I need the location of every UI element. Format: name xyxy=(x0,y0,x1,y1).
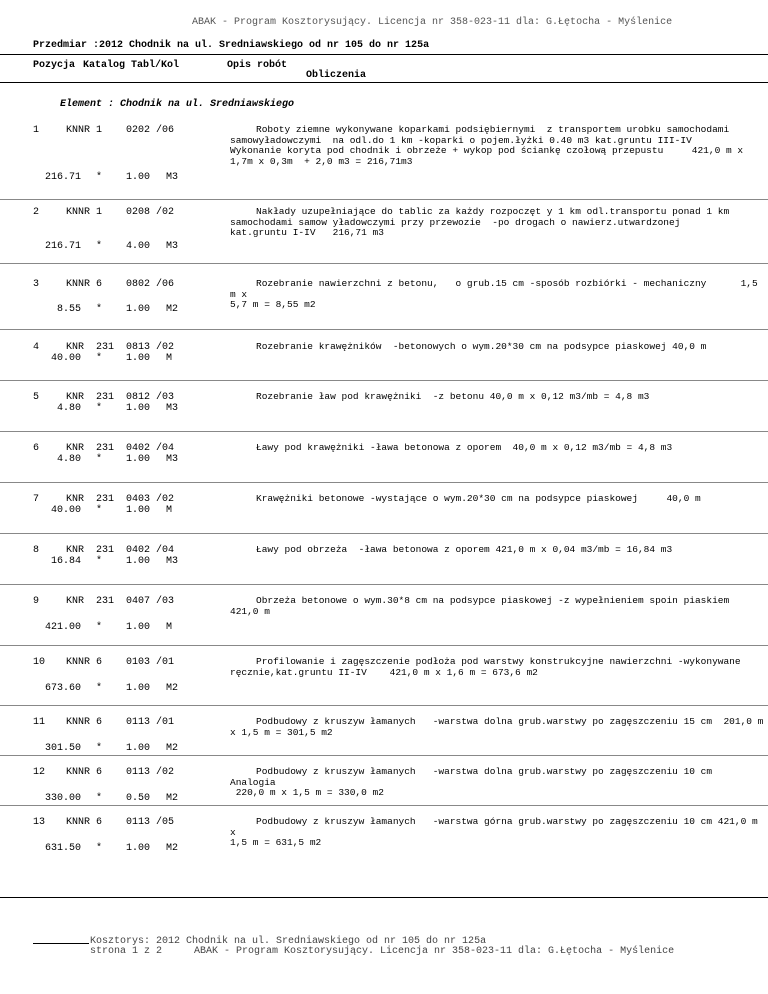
row-unit: M2 xyxy=(166,843,179,854)
row-position: 12 xyxy=(33,767,46,778)
row-description: Podbudowy z kruszyw łamanych -warstwa dolna grub.warstwy po zagęszczeniu 15 cm 201,0 m x 1,5 m = 301,5 m2 xyxy=(230,717,764,738)
row-description: Rozebranie krawężników -betonowych o wym.20*30 cm na podsypce piaskowej 40,0 m xyxy=(256,342,707,352)
row-multiplier: * xyxy=(96,683,103,694)
row-position: 10 xyxy=(33,657,46,668)
row-multiplier: * xyxy=(96,304,103,315)
row-factor: 1.00 xyxy=(126,454,151,465)
row-position: 5 xyxy=(33,392,40,403)
row-factor: 1.00 xyxy=(126,743,151,754)
row-factor: 1.00 xyxy=(126,505,151,516)
row-table: 0113 /01 xyxy=(126,717,175,728)
row-position: 9 xyxy=(33,596,40,607)
row-description: Ławy pod obrzeża -ława betonowa z oporem 421,0 m x 0,04 m3/mb = 16,84 m3 xyxy=(256,545,673,555)
row-factor: 1.00 xyxy=(126,843,151,854)
row-position: 1 xyxy=(33,125,40,136)
row-separator xyxy=(0,329,768,330)
document-title: Przedmiar :2012 Chodnik na ul. Sredniawskiego od nr 105 do nr 125a xyxy=(33,40,430,51)
divider xyxy=(0,54,768,55)
row-factor: 1.00 xyxy=(126,556,151,567)
row-description: Ławy pod krawężniki -ława betonowa z oporem 40,0 m x 0,12 m3/mb = 4,8 m3 xyxy=(256,443,673,453)
divider xyxy=(0,82,768,83)
row-table: 0113 /02 xyxy=(126,767,175,778)
row-multiplier: * xyxy=(96,505,103,516)
row-unit: M3 xyxy=(166,241,179,252)
row-table: 0113 /05 xyxy=(126,817,175,828)
row-multiplier: * xyxy=(96,556,103,567)
footer-rule xyxy=(33,943,89,944)
row-multiplier: * xyxy=(96,743,103,754)
row-multiplier: * xyxy=(96,172,103,183)
row-table: 0407 /03 xyxy=(126,596,175,607)
row-factor: 1.00 xyxy=(126,622,151,633)
row-description: Nakłady uzupełniające do tablic za każdy rozpoczęt y 1 km odl.transportu ponad 1 km samochodami samow yładowczymi przy przewozie -po drogach o nawierz.utwardzonej kat.gruntu I-IV 216,71 m3 xyxy=(230,207,730,238)
row-separator xyxy=(0,263,768,264)
row-unit: M xyxy=(166,353,173,364)
row-table: 0403 /02 xyxy=(126,494,175,505)
row-position: 13 xyxy=(33,817,46,828)
row-catalog: KNR 231 xyxy=(66,443,115,454)
row-separator xyxy=(0,199,768,200)
row-factor: 1.00 xyxy=(126,304,151,315)
row-quantity: 16.84 xyxy=(50,556,81,567)
row-position: 3 xyxy=(33,279,40,290)
row-catalog: KNR 231 xyxy=(66,494,115,505)
row-unit: M xyxy=(166,505,173,516)
row-position: 2 xyxy=(33,207,40,218)
row-description: Podbudowy z kruszyw łamanych -warstwa dolna grub.warstwy po zagęszczeniu 10 cm Analogia 220,0 m x 1,5 m = 330,0 m2 xyxy=(230,767,713,798)
row-catalog: KNNR 6 xyxy=(66,657,103,668)
row-position: 8 xyxy=(33,545,40,556)
row-unit: M3 xyxy=(166,454,179,465)
row-catalog: KNR 231 xyxy=(66,342,115,353)
row-unit: M2 xyxy=(166,683,179,694)
column-header-description: Opis robót xyxy=(227,60,288,71)
row-separator xyxy=(0,755,768,756)
row-description: Rozebranie ław pod krawężniki -z betonu 40,0 m x 0,12 m3/mb = 4,8 m3 xyxy=(256,392,650,402)
row-multiplier: * xyxy=(96,622,103,633)
row-unit: M2 xyxy=(166,304,179,315)
row-description: Obrzeża betonowe o wym.30*8 cm na podsypce piaskowej -z wypełnieniem spoin piaskiem 421,0 m xyxy=(230,596,730,617)
row-separator xyxy=(0,705,768,706)
row-table: 0103 /01 xyxy=(126,657,175,668)
row-catalog: KNNR 1 xyxy=(66,125,103,136)
row-factor: 1.00 xyxy=(126,353,151,364)
divider xyxy=(0,897,768,898)
row-catalog: KNNR 6 xyxy=(66,767,103,778)
row-position: 11 xyxy=(33,717,46,728)
row-catalog: KNR 231 xyxy=(66,545,115,556)
column-header-position: Pozycja xyxy=(33,60,76,71)
row-catalog: KNR 231 xyxy=(66,596,115,607)
footer-line-1: Kosztorys: 2012 Chodnik na ul. Sredniawskiego od nr 105 do nr 125a xyxy=(90,936,487,947)
row-table: 0812 /03 xyxy=(126,392,175,403)
row-separator xyxy=(0,645,768,646)
row-factor: 0.50 xyxy=(126,793,151,804)
row-factor: 1.00 xyxy=(126,403,151,414)
row-position: 6 xyxy=(33,443,40,454)
row-unit: M3 xyxy=(166,403,179,414)
column-header-calculations: Obliczenia xyxy=(306,70,367,81)
row-table: 0802 /06 xyxy=(126,279,175,290)
row-multiplier: * xyxy=(96,403,103,414)
row-quantity: 216.71 xyxy=(44,172,81,183)
row-quantity: 4.80 xyxy=(56,403,81,414)
row-separator xyxy=(0,584,768,585)
header-line: ABAK - Program Kosztorysujący. Licencja nr 358-023-11 dla: G.Łętocha - Myślenice xyxy=(192,17,673,28)
row-catalog: KNR 231 xyxy=(66,392,115,403)
row-multiplier: * xyxy=(96,454,103,465)
row-description: Roboty ziemne wykonywane koparkami podsiębiernymi z transportem urobku samochodami samowyładowczymi na odl.do 1 km -koparki o pojem.łyżki 0.40 m3 kat.gruntu III-IV Wykonanie koryta pod chodnik i obrzeże + wykop pod ściankę czołową przepustu 421,0 m x 1,7m x 0,3m + 2,0 m3 = 216,71m3 xyxy=(230,125,744,167)
row-table: 0402 /04 xyxy=(126,545,175,556)
element-label: Element : Chodnik na ul. Sredniawskiego xyxy=(60,99,295,110)
row-factor: 4.00 xyxy=(126,241,151,252)
row-description: Krawężniki betonowe -wystające o wym.20*30 cm na podsypce piaskowej 40,0 m xyxy=(256,494,701,504)
row-multiplier: * xyxy=(96,241,103,252)
row-quantity: 4.80 xyxy=(56,454,81,465)
row-quantity: 40.00 xyxy=(50,505,81,516)
row-multiplier: * xyxy=(96,353,103,364)
footer-page: strona 1 z 2 xyxy=(90,946,163,957)
row-separator xyxy=(0,533,768,534)
row-unit: M3 xyxy=(166,556,179,567)
row-quantity: 8.55 xyxy=(56,304,81,315)
row-table: 0813 /02 xyxy=(126,342,175,353)
footer-license: ABAK - Program Kosztorysujący. Licencja nr 358-023-11 dla: G.Łętocha - Myślenice xyxy=(194,946,675,957)
row-unit: M2 xyxy=(166,743,179,754)
row-quantity: 216.71 xyxy=(44,241,81,252)
row-quantity: 40.00 xyxy=(50,353,81,364)
row-table: 0402 /04 xyxy=(126,443,175,454)
row-table: 0202 /06 xyxy=(126,125,175,136)
row-catalog: KNNR 6 xyxy=(66,817,103,828)
row-table: 0208 /02 xyxy=(126,207,175,218)
row-unit: M xyxy=(166,622,173,633)
row-factor: 1.00 xyxy=(126,683,151,694)
row-multiplier: * xyxy=(96,843,103,854)
row-unit: M2 xyxy=(166,793,179,804)
row-position: 7 xyxy=(33,494,40,505)
row-multiplier: * xyxy=(96,793,103,804)
row-separator xyxy=(0,805,768,806)
row-unit: M3 xyxy=(166,172,179,183)
row-catalog: KNNR 6 xyxy=(66,717,103,728)
row-description: Profilowanie i zagęszczenie podłoża pod warstwy konstrukcyjne nawierzchni -wykonywane ręcznie,kat.gruntu II-IV 421,0 m x 1,6 m = 673,6 m2 xyxy=(230,657,741,678)
row-factor: 1.00 xyxy=(126,172,151,183)
row-position: 4 xyxy=(33,342,40,353)
row-quantity: 631.50 xyxy=(44,843,81,854)
row-description: Podbudowy z kruszyw łamanych -warstwa górna grub.warstwy po zagęszczeniu 10 cm 421,0 m x 1,5 m = 631,5 m2 xyxy=(230,817,758,848)
row-separator xyxy=(0,431,768,432)
row-quantity: 421.00 xyxy=(44,622,81,633)
row-separator xyxy=(0,482,768,483)
row-quantity: 330.00 xyxy=(44,793,81,804)
row-catalog: KNNR 6 xyxy=(66,279,103,290)
row-quantity: 301.50 xyxy=(44,743,81,754)
row-quantity: 673.60 xyxy=(44,683,81,694)
row-catalog: KNNR 1 xyxy=(66,207,103,218)
column-header-catalog: Katalog Tabl/Kol xyxy=(83,60,180,71)
row-description: Rozebranie nawierzchni z betonu, o grub.15 cm -sposób rozbiórki - mechaniczny 1,5 m x 5,7 m = 8,55 m2 xyxy=(230,279,758,310)
row-separator xyxy=(0,380,768,381)
